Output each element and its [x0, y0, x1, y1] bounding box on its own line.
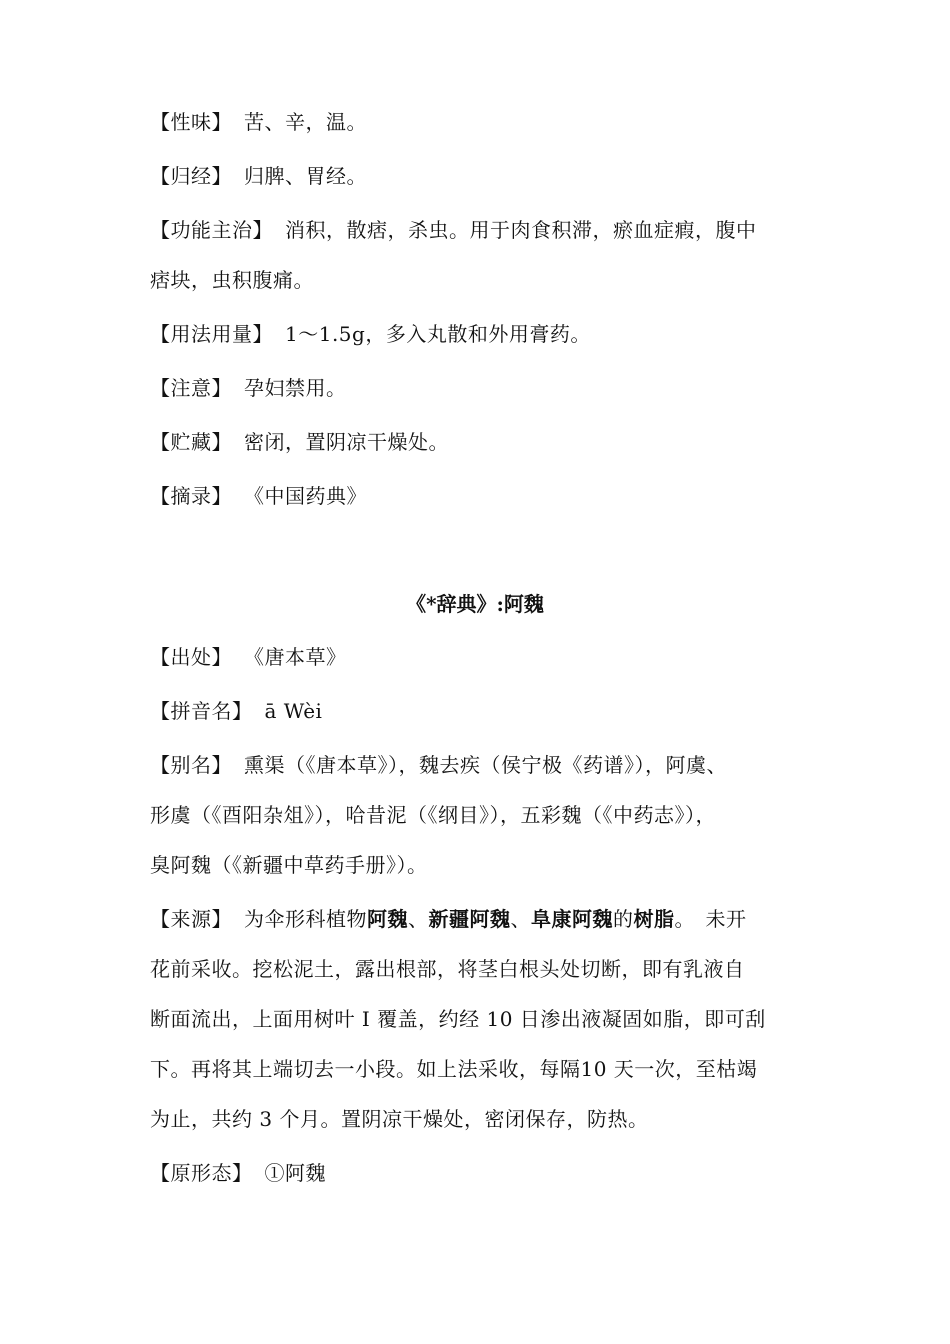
entry-label: 【别名】: [150, 753, 232, 777]
entry-label: 【摘录】: [150, 484, 232, 508]
entry-yuanxingtai: [150, 1159, 326, 1187]
entry-text: 为止，共约 3 个月。置阴凉干燥处，密闭保存，防热。: [150, 1107, 649, 1131]
entry-text: 孕妇禁用。: [244, 376, 347, 400]
entry-label: 【用法用量】: [150, 322, 273, 346]
entry-label: 【性味】: [150, 110, 232, 134]
entry-text-bold: 阜康阿魏: [531, 907, 613, 931]
entry-label: 【注意】: [150, 376, 232, 400]
entry-text: 为伞形科植物: [244, 907, 367, 931]
entry-laiyuan: [150, 905, 747, 933]
entry-pinyin: [150, 697, 322, 725]
entry-zhailu: [150, 482, 367, 510]
entry-zhucang: [150, 428, 449, 456]
entry-text: 1～1.5g，多入丸散和外用膏药。: [285, 322, 591, 346]
entry-label: 【功能主治】: [150, 218, 273, 242]
entry-laiyuan-cont: [150, 1105, 648, 1133]
entry-bieming-cont: [150, 801, 716, 829]
entry-gongneng-cont: [150, 266, 314, 294]
entry-bieming-cont: [150, 851, 428, 879]
entry-text: 、: [408, 907, 429, 931]
entry-text: 花前采收。挖松泥土，露出根部，将茎白根头处切断，即有乳液自: [150, 957, 745, 981]
entry-laiyuan-cont: [150, 955, 745, 983]
entry-label: 【归经】: [150, 164, 232, 188]
entry-text: 痞块，虫积腹痛。: [150, 268, 314, 292]
entry-text: 密闭，置阴凉干燥处。: [244, 430, 449, 454]
entry-text: 。 未开: [674, 907, 747, 931]
entry-gongneng: [150, 216, 757, 244]
entry-label: 【来源】: [150, 907, 232, 931]
entry-laiyuan-cont: [150, 1005, 766, 1033]
entry-text: 《中国药典》: [244, 484, 367, 508]
entry-text: 下。再将其上端切去一小段。如上法采收，每隔10 天一次，至枯竭: [150, 1057, 758, 1081]
entry-text: ①阿魏: [264, 1161, 326, 1185]
entry-text: 形虞（《酉阳杂俎》），哈昔泥（《纲目》），五彩魏（《中药志》），: [150, 803, 716, 827]
entry-text: 消积，散痞，杀虫。用于肉食积滞，瘀血症瘕，腹中: [285, 218, 757, 242]
entry-text: 熏渠（《唐本草》），魏去疾（侯宁极《药谱》），阿虞、: [244, 753, 727, 777]
entry-text: ā Wèi: [264, 699, 323, 723]
entry-text: 苦、辛，温。: [244, 110, 367, 134]
entry-label: 【贮藏】: [150, 430, 232, 454]
entry-text-bold: 树脂: [633, 907, 675, 931]
entry-label: 【出处】: [150, 645, 232, 669]
entry-label: 【拼音名】: [150, 699, 253, 723]
entry-bieming: [150, 751, 727, 779]
entry-guijing: [150, 162, 367, 190]
entry-text: 断面流出，上面用树叶 I 覆盖，约经 10 日渗出液凝固如脂，即可刮: [150, 1007, 766, 1031]
section-title: 《*辞典》:阿魏: [406, 592, 544, 616]
entry-label: 【原形态】: [150, 1161, 253, 1185]
entry-text: 《唐本草》: [244, 645, 347, 669]
entry-chuchu: [150, 643, 347, 671]
entry-text-bold: 新疆阿魏: [428, 907, 511, 931]
entry-xingwei: [150, 108, 367, 136]
entry-text: 、: [510, 907, 531, 931]
entry-laiyuan-cont: [150, 1055, 757, 1083]
entry-zhuyi: [150, 374, 347, 402]
entry-text: 归脾、胃经。: [244, 164, 367, 188]
entry-text: 臭阿魏（《新疆中草药手册》）。: [150, 853, 428, 877]
entry-text-bold: 阿魏: [367, 907, 408, 931]
entry-text: 的: [613, 907, 634, 931]
entry-yongfa: [150, 320, 591, 348]
